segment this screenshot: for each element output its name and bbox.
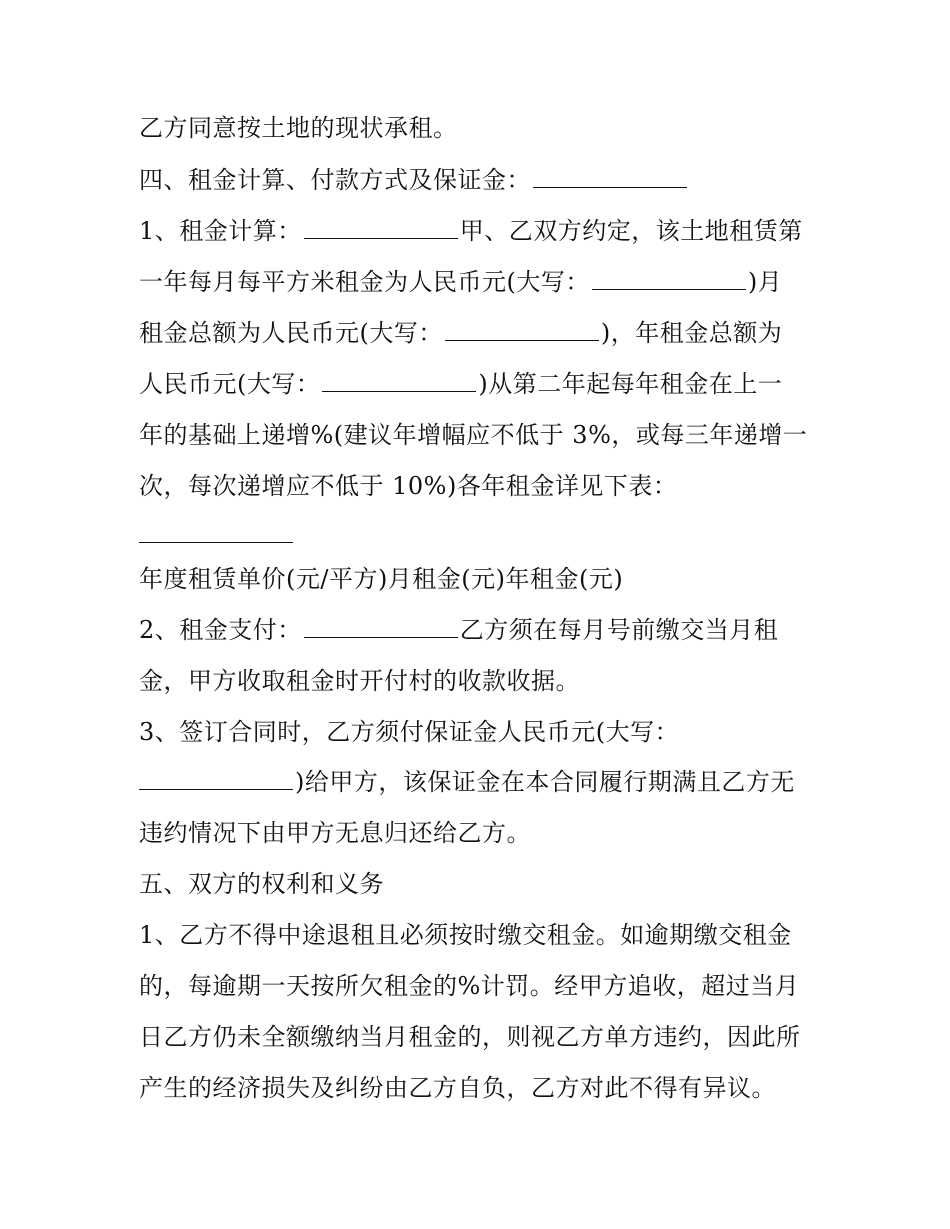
text-segment: 四、租金计算、付款方式及保证金： xyxy=(139,166,531,194)
table-header-text: 年度租赁单价(元/平方)月租金(元)年租金(元) xyxy=(139,565,624,593)
text-line xyxy=(139,519,295,551)
text-line xyxy=(139,112,458,144)
fill-in-blank xyxy=(304,615,458,638)
text-segment: 3、签订合同时，乙方须付保证金人民币元(大写： xyxy=(139,718,680,746)
text-line xyxy=(139,563,623,595)
text-segment: 五、双方的权利和义务 xyxy=(139,870,384,898)
text-segment: 租金总额为人民币元(大写： xyxy=(139,319,443,347)
text-segment: )，年租金总额为 xyxy=(600,319,783,347)
text-line xyxy=(139,614,778,646)
text-segment: 1、乙方不得中途退租且必须按时缴交租金。如逾期缴交租金 xyxy=(139,921,792,949)
text-line xyxy=(139,1021,801,1053)
text-segment: 乙方须在每月号前缴交当月租 xyxy=(459,616,779,644)
fill-in-blank xyxy=(139,520,293,543)
text-line xyxy=(139,1072,776,1104)
fill-in-blank xyxy=(592,267,746,290)
text-line xyxy=(139,266,782,298)
fill-in-blank xyxy=(445,318,599,341)
text-segment: )月 xyxy=(747,268,783,296)
text-line xyxy=(139,766,795,798)
text-segment: 产生的经济损失及纠纷由乙方自负，乙方对此不得有异议。 xyxy=(139,1074,776,1102)
text-segment: 甲、乙双方约定，该土地租赁第 xyxy=(459,217,803,245)
text-segment: 次，每次递增应不低于 10%)各年租金详见下表： xyxy=(139,472,678,500)
text-line xyxy=(139,919,792,951)
text-line xyxy=(139,716,679,748)
text-segment: 人民币元(大写： xyxy=(139,370,321,398)
text-segment: 1、租金计算： xyxy=(139,217,302,245)
text-line xyxy=(139,215,803,247)
text-line xyxy=(139,470,677,502)
text-line xyxy=(139,970,799,1002)
text-segment: 金，甲方收取租金时开付村的收款收据。 xyxy=(139,667,580,695)
text-segment: )从第二年起每年租金在上一 xyxy=(478,370,783,398)
fill-in-blank xyxy=(533,165,687,188)
text-segment: 违约情况下由甲方无息归还给乙方。 xyxy=(139,819,531,847)
text-line xyxy=(139,317,782,349)
fill-in-blank xyxy=(139,767,293,790)
text-segment: 2、租金支付： xyxy=(139,616,302,644)
fill-in-blank xyxy=(304,216,458,239)
text-segment: 一年每月每平方米租金为人民币元(大写： xyxy=(139,268,590,296)
text-line xyxy=(139,368,782,400)
text-line xyxy=(139,665,580,697)
text-line xyxy=(139,817,531,849)
text-segment: )给甲方，该保证金在本合同履行期满且乙方无 xyxy=(295,768,795,796)
text-segment: 乙方同意按土地的现状承租。 xyxy=(139,114,458,142)
text-segment: 的，每逾期一天按所欠租金的%计罚。经甲方追收，超过当月 xyxy=(139,972,800,1000)
text-line xyxy=(139,164,689,196)
text-segment: 日乙方仍未全额缴纳当月租金的，则视乙方单方违约，因此所 xyxy=(139,1023,801,1051)
text-line xyxy=(139,419,807,451)
fill-in-blank xyxy=(322,369,476,392)
section-heading xyxy=(139,868,384,900)
text-segment: 年的基础上递增%(建议年增幅应不低于 3%，或每三年递增一 xyxy=(139,421,808,449)
